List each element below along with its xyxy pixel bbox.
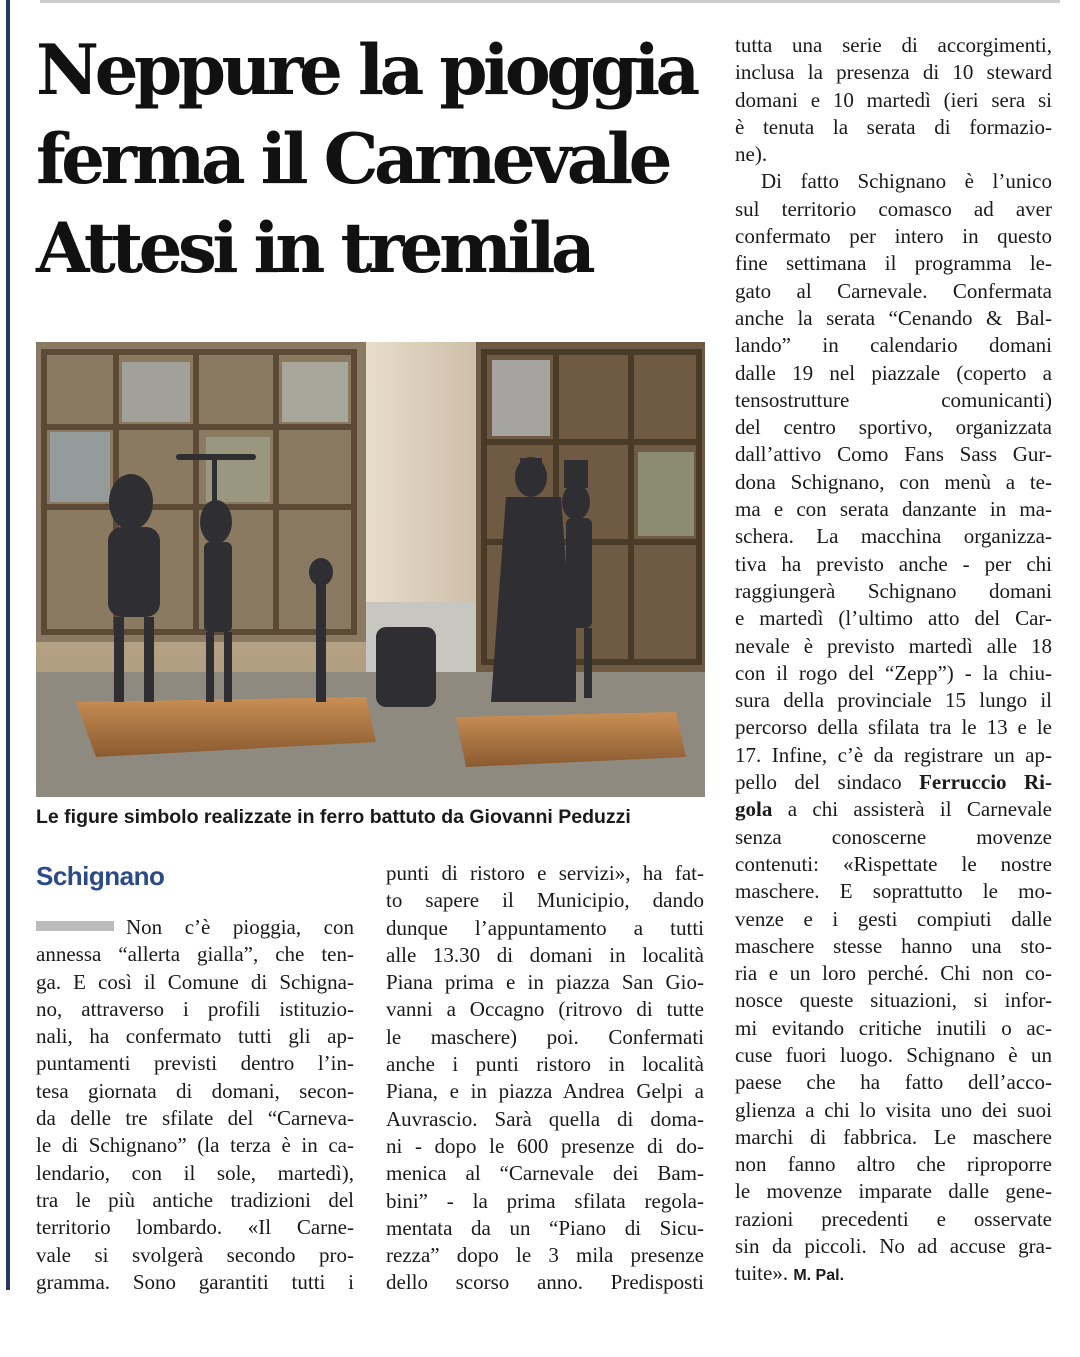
text-line: paese che ha fatto dell’acco-	[735, 1070, 1052, 1095]
text-line: gato al Carnevale. Confermata	[735, 278, 1052, 303]
text-line: Piana prima e in piazza San Gio-	[386, 970, 704, 995]
text-line: ma e con serata danzante in ma-	[735, 497, 1052, 522]
text-line: to sapere il Municipio, dando	[386, 888, 704, 913]
column-2	[386, 860, 704, 1297]
text-line: del centro sportivo, organizzata	[735, 415, 1052, 440]
text-line	[36, 914, 354, 941]
text-segment: tuite».	[735, 1261, 789, 1286]
text-line: mi evitando critiche inutili o ac-	[735, 1015, 1052, 1040]
text-segment: a chi assisterà il Carnevale	[787, 797, 1053, 822]
text-line: maschere. E soprattutto le mo-	[735, 879, 1052, 904]
text-line: annessa “allerta gialla”, che ten-	[36, 942, 354, 967]
headline-line-1: Neppure la pioggia	[36, 30, 696, 111]
text-line: lendario, con il sole, martedì),	[36, 1160, 354, 1185]
article-photo	[36, 342, 705, 797]
column-1	[36, 914, 354, 1296]
text-line: anche la serata “Cenando & Bal-	[735, 305, 1052, 330]
text-line: è tenuta la serata di formazio-	[735, 114, 1052, 139]
text-segment: pello del sindaco	[735, 770, 902, 795]
text-line	[735, 1260, 1052, 1289]
text-line: le di Schignano” (la terza è in ca-	[36, 1133, 354, 1158]
text-line: venze e i gesti compiuti dalle	[735, 906, 1052, 931]
author-signature: M. Pal.	[793, 1267, 845, 1285]
text-line: schera. La macchina organizza-	[735, 524, 1052, 549]
text-line: anche i punti ristoro in località	[386, 1052, 704, 1077]
text-line: ria e un loro perché. Chi non co-	[735, 961, 1052, 986]
section-label: Schignano	[36, 861, 165, 891]
text-line: dona Schignano, con menù a te-	[735, 469, 1052, 494]
text-line: marchi di fabbrica. Le maschere	[735, 1124, 1052, 1149]
text-line: tutta una serie di accorgimenti,	[735, 33, 1052, 57]
text-line: da delle tre sfilate del “Carneva-	[36, 1106, 354, 1131]
text-line: 17. Infine, c’è da registrare un ap-	[735, 742, 1052, 767]
text-line: menica al “Carnevale dei Bam-	[386, 1161, 704, 1186]
text-line: dall’attivo Como Fans Sass Gur-	[735, 442, 1052, 467]
text-line: sura della provinciale 15 lungo il	[735, 688, 1052, 713]
text-line: le movenze imparate dalle gene-	[735, 1179, 1052, 1204]
headline	[36, 26, 726, 293]
top-divider	[40, 0, 1060, 3]
text-line: maschere stesse hanno una sto-	[735, 933, 1052, 958]
text-line: puntamenti previsti dentro l’in-	[36, 1051, 354, 1076]
text-line: tensostrutture comunicanti)	[735, 387, 1052, 412]
lead-rule	[36, 921, 114, 931]
text-line: sin da piccoli. No ad accuse gra-	[735, 1234, 1052, 1259]
text-line: tra le più antiche tradizioni del	[36, 1187, 354, 1212]
text-line	[735, 796, 1052, 823]
text-line: tesa giornata di domani, secon-	[36, 1078, 354, 1103]
text-line: non fanno altro che riproporre	[735, 1152, 1052, 1177]
text-line: lando” in calendario domani	[735, 333, 1052, 358]
text-line: con il rogo del “Zepp”) - la chiu-	[735, 660, 1052, 685]
text-line: punti di ristoro e servizi», ha fat-	[386, 861, 704, 885]
mayor-name-cont: gola	[735, 797, 773, 822]
text-line: glienza a chi lo visita uno dei suoi	[735, 1097, 1052, 1122]
text-line: nevale è previsto martedì alle 18	[735, 633, 1052, 658]
text-line: alle 13.30 di domani in località	[386, 942, 704, 967]
text-line: dalle 19 nel piazzale (coperto a	[735, 360, 1052, 385]
headline-line-2: ferma il Carnevale	[36, 119, 669, 200]
text-line-content: Non c’è pioggia, con	[126, 915, 354, 939]
text-line: domani e 10 martedì (ieri sera si	[735, 87, 1052, 112]
iron-figures-photo	[36, 342, 705, 797]
photo-caption: Le figure simbolo realizzate in ferro battuto da Giovanni Peduzzi	[36, 806, 631, 828]
headline-line-3: Attesi in tremila	[36, 208, 592, 289]
text-line: ni - dopo le 600 presenze di do-	[386, 1133, 704, 1158]
text-line: mentata da un “Piano di Sicu-	[386, 1215, 704, 1240]
text-line: nosce queste situazioni, si infor-	[735, 988, 1052, 1013]
text-line: Piana, e in piazza Andrea Gelpi a	[386, 1079, 704, 1104]
text-line: contenuti: «Rispettate le nostre	[735, 851, 1052, 876]
text-line: gramma. Sono garantiti tutti i	[36, 1269, 354, 1294]
text-line: fine settimana il programma le-	[735, 251, 1052, 276]
text-line: dunque l’appuntamento a tutti	[386, 915, 704, 940]
text-line: vanni a Occagno (ritrovo di tutte	[386, 997, 704, 1022]
text-line: le maschere) poi. Confermati	[386, 1024, 704, 1049]
text-line: Di fatto Schignano è l’unico	[761, 169, 1052, 194]
text-line: sul territorio comasco ad aver	[735, 196, 1052, 221]
text-line: razioni precedenti e osservate	[735, 1206, 1052, 1231]
text-line: tiva ha previsto anche - per chi	[735, 551, 1052, 576]
text-line: e martedì (l’ultimo atto del Car-	[735, 606, 1052, 631]
text-line: raggiungerà Schignano domani	[735, 578, 1052, 603]
text-line: vale si svolgerà secondo pro-	[36, 1242, 354, 1267]
text-line: confermato per intero in questo	[735, 224, 1052, 249]
text-line: territorio lombardo. «Il Carne-	[36, 1215, 354, 1240]
text-line: no, attraverso i profili istituzio-	[36, 996, 354, 1021]
text-line: bini” - la prima sfilata regola-	[386, 1188, 704, 1213]
text-line: ne).	[735, 142, 768, 167]
text-line: percorso della sfilata tra le 13 e le	[735, 715, 1052, 740]
text-line: ga. E così il Comune di Schigna-	[36, 969, 354, 994]
text-line: rezza” dopo le 3 mila presenze	[386, 1243, 704, 1268]
mayor-name: Ferruccio Ri-	[919, 770, 1052, 795]
text-line: inclusa la presenza di 10 steward	[735, 60, 1052, 85]
text-line: nali, ha confermato tutti gli ap-	[36, 1024, 354, 1049]
text-line: senza conoscerne movenze	[735, 824, 1052, 849]
page-edge-rule	[6, 0, 10, 1290]
text-line	[735, 769, 1052, 796]
text-line: dello scorso anno. Predisposti	[386, 1270, 704, 1295]
column-3	[735, 32, 1052, 1290]
text-line: Auvrascio. Sarà quella di doma-	[386, 1106, 704, 1131]
text-line: cuse fuori luogo. Schignano è un	[735, 1042, 1052, 1067]
